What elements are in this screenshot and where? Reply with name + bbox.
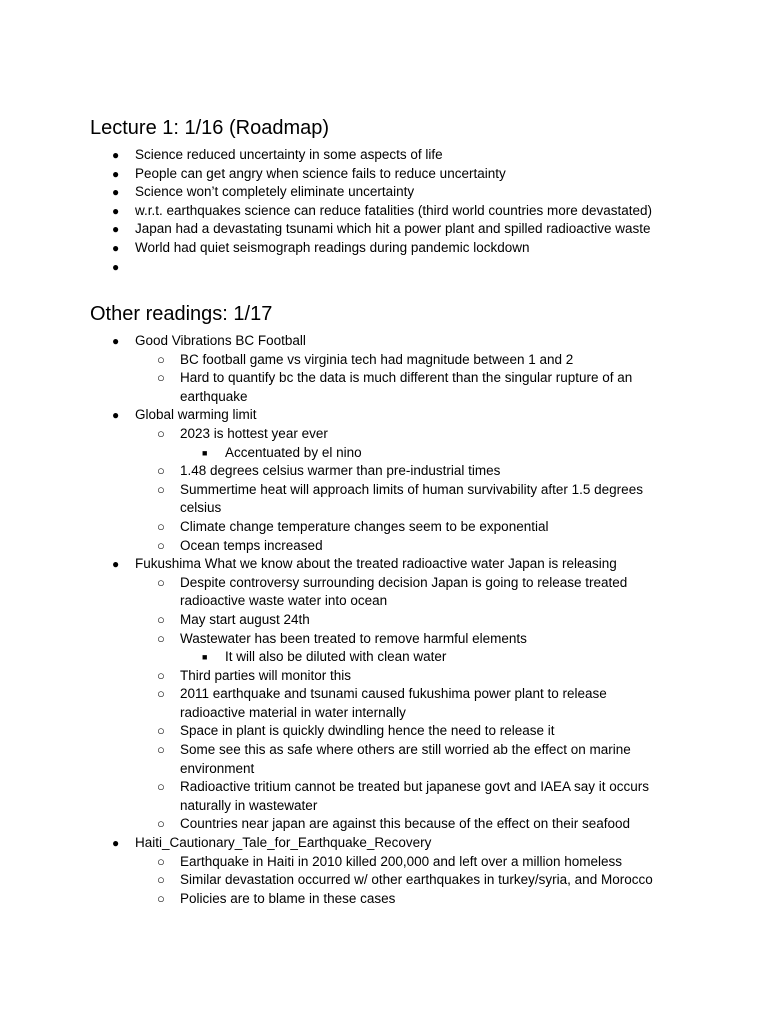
list-item xyxy=(0,834,768,853)
list-item-text: Radioactive tritium cannot be treated but japanese govt and IAEA say it occurs naturally in wastewater xyxy=(180,779,650,813)
list-item xyxy=(0,220,768,239)
list-item-text: People can get angry when science fails to reduce uncertainty xyxy=(135,165,506,181)
bullet-level-1-icon: ● xyxy=(112,334,120,348)
list-item-text: Global warming limit xyxy=(135,407,257,423)
list-item xyxy=(0,853,768,872)
bullet-list-other-readings xyxy=(0,332,768,908)
list-item xyxy=(0,685,768,722)
list-item-text: May start august 24th xyxy=(180,611,310,627)
list-item xyxy=(0,555,768,574)
list-item-text: Japan had a devastating tsunami which hit a power plant and spilled radioactive waste xyxy=(135,221,651,237)
bullet-level-1-icon: ● xyxy=(112,203,120,218)
bullet-level-1-icon: ● xyxy=(112,148,120,162)
list-item-text: Some see this as safe where others are still worried ab the effect on marine environment xyxy=(180,742,631,776)
list-item-text: Similar devastation occurred w/ other earthquakes in turkey/syria, and Morocco xyxy=(180,872,653,888)
bullet-level-2-icon: ○ xyxy=(157,742,165,758)
bullet-level-2-icon: ○ xyxy=(157,537,165,553)
bullet-level-2-icon: ○ xyxy=(157,518,165,534)
bullet-level-1-icon: ● xyxy=(112,259,120,274)
list-item-text: 2023 is hottest year ever xyxy=(180,425,328,441)
list-item xyxy=(0,741,768,778)
list-item xyxy=(0,648,768,667)
list-item-text: Haiti_Cautionary_Tale_for_Earthquake_Recovery xyxy=(135,835,432,851)
list-item-text: Despite controversy surrounding decision Japan is going to release treated radioactive waste water into ocean xyxy=(180,574,628,609)
bullet-level-1-icon: ● xyxy=(112,408,120,423)
list-item xyxy=(0,351,768,370)
list-item-text: Third parties will monitor this xyxy=(180,667,352,683)
bullet-level-2-icon: ○ xyxy=(157,611,165,627)
list-item-text: Hard to quantify bc the data is much different than the singular rupture of an earthquake xyxy=(180,370,633,404)
bullet-level-2-icon: ○ xyxy=(157,890,165,906)
list-item-text: Countries near japan are against this because of the effect on their seafood xyxy=(180,816,631,832)
bullet-level-2-icon: ○ xyxy=(157,816,165,832)
section-heading-other-readings: Other readings: 1/17 xyxy=(90,303,273,325)
list-item xyxy=(0,258,768,277)
list-item-text: Ocean temps increased xyxy=(180,537,323,553)
list-item xyxy=(0,890,768,909)
list-item xyxy=(0,202,768,221)
list-item xyxy=(0,574,768,611)
bullet-level-2-icon: ○ xyxy=(157,630,165,646)
bullet-level-2-icon: ○ xyxy=(157,463,165,479)
bullet-level-1-icon: ● xyxy=(112,185,120,200)
list-item-text: Accentuated by el nino xyxy=(225,444,362,460)
section-heading-lecture-1: Lecture 1: 1/16 (Roadmap) xyxy=(90,117,330,139)
bullet-level-2-icon: ○ xyxy=(157,370,165,386)
list-item xyxy=(0,332,768,351)
list-item xyxy=(0,146,768,165)
list-item xyxy=(0,406,768,425)
list-item xyxy=(0,518,768,537)
bullet-level-2-icon: ○ xyxy=(157,779,165,795)
list-item xyxy=(0,630,768,649)
list-item-text: Space in plant is quickly dwindling hence the need to release it xyxy=(180,723,555,739)
bullet-level-2-icon: ○ xyxy=(157,425,165,441)
bullet-level-1-icon: ● xyxy=(112,557,120,572)
list-item xyxy=(0,165,768,184)
list-item-text: Climate change temperature changes seem to be exponential xyxy=(180,518,549,534)
list-item xyxy=(0,537,768,556)
list-item xyxy=(0,722,768,741)
list-item-text: 2011 earthquake and tsunami caused fukushima power plant to release radioactive material in water internally xyxy=(180,686,607,720)
list-item-text: It will also be diluted with clean water xyxy=(225,649,447,665)
list-item-text: World had quiet seismograph readings during pandemic lockdown xyxy=(135,239,530,255)
list-item xyxy=(0,667,768,686)
list-item-text: Fukushima What we know about the treated radioactive water Japan is releasing xyxy=(135,556,617,572)
bullet-level-2-icon: ○ xyxy=(157,351,165,367)
bullet-level-1-icon: ● xyxy=(112,166,120,181)
bullet-level-1-icon: ● xyxy=(112,240,120,255)
list-item-text: Policies are to blame in these cases xyxy=(180,890,396,906)
list-item-text: Science reduced uncertainty in some aspects of life xyxy=(135,147,443,162)
list-item xyxy=(0,462,768,481)
list-item-text: Earthquake in Haiti in 2010 killed 200,000 and left over a million homeless xyxy=(180,853,623,869)
bullet-level-2-icon: ○ xyxy=(157,481,165,497)
list-item-text: Wastewater has been treated to remove harmful elements xyxy=(180,630,527,646)
bullet-level-2-icon: ○ xyxy=(157,853,165,869)
list-item xyxy=(0,183,768,202)
bullet-level-2-icon: ○ xyxy=(157,667,165,683)
bullet-level-3-icon: ■ xyxy=(202,447,208,458)
list-item xyxy=(0,369,768,406)
bullet-level-2-icon: ○ xyxy=(157,872,165,888)
bullet-level-1-icon: ● xyxy=(112,222,120,237)
list-item xyxy=(0,815,768,834)
list-item-text: Good Vibrations BC Football xyxy=(135,333,306,348)
list-item-text: Science won’t completely eliminate uncertainty xyxy=(135,184,415,200)
list-item xyxy=(0,239,768,258)
bullet-level-2-icon: ○ xyxy=(157,574,165,590)
bullet-level-2-icon: ○ xyxy=(157,686,165,702)
bullet-level-3-icon: ■ xyxy=(202,652,208,663)
bullet-level-1-icon: ● xyxy=(112,836,120,851)
list-item-text: 1.48 degrees celsius warmer than pre-industrial times xyxy=(180,463,501,479)
list-item xyxy=(0,778,768,815)
list-item xyxy=(0,871,768,890)
list-item xyxy=(0,444,768,463)
list-item-text: BC football game vs virginia tech had magnitude between 1 and 2 xyxy=(180,351,574,367)
list-item-text: Summertime heat will approach limits of human survivability after 1.5 degrees celsius xyxy=(180,481,643,516)
list-item xyxy=(0,611,768,630)
list-item xyxy=(0,425,768,444)
list-item xyxy=(0,481,768,518)
list-item-text: w.r.t. earthquakes science can reduce fatalities (third world countries more devastated) xyxy=(135,202,653,218)
bullet-list-lecture-1 xyxy=(0,146,768,276)
bullet-level-2-icon: ○ xyxy=(157,723,165,739)
